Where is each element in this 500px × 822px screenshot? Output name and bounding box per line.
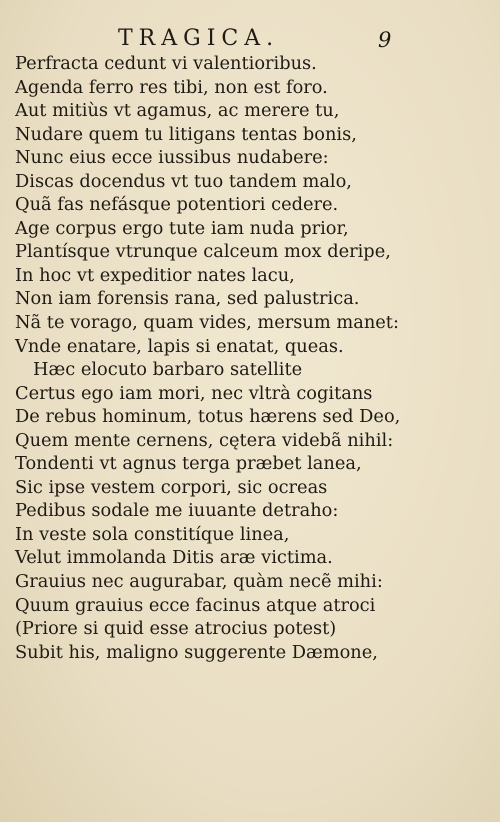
text-line: In veste sola constitíque linea,	[15, 523, 290, 545]
text-line: Non iam forensis rana, sed palustrica.	[15, 288, 360, 310]
text-line: Pedibus sodale me iuuante detraho:	[15, 500, 339, 522]
text-line: Quem mente cernens, cętera videbã nihil:	[15, 429, 394, 451]
text-line: Nunc eius ecce iussibus nudabere:	[15, 147, 329, 169]
text-line: Age corpus ergo tute iam nuda prior,	[15, 217, 349, 239]
text-line: Tondenti vt agnus terga præbet lanea,	[15, 453, 362, 475]
text-line: De rebus hominum, totus hærens sed Deo,	[15, 406, 401, 428]
text-line: Plantísque vtrunque calceum mox deripe,	[15, 241, 391, 263]
text-line: Discas docendus vt tuo tandem malo,	[15, 170, 352, 192]
text-line: Grauius nec augurabar, quàm necẽ mihi:	[15, 571, 383, 593]
verse-text	[15, 52, 485, 664]
text-line: Aut mitiùs vt agamus, ac merere tu,	[15, 100, 340, 122]
page-number: 9	[378, 28, 392, 52]
text-line: Agenda ferro res tibi, non est foro.	[15, 76, 328, 98]
text-line: Nudare quem tu litigans tentas bonis,	[15, 123, 357, 145]
text-line: Perfracta cedunt vi valentioribus.	[15, 53, 317, 74]
text-line: Sic ipse vestem corpori, sic ocreas	[15, 476, 328, 498]
text-line: (Priore si quid esse atrocius potest)	[15, 618, 337, 640]
running-title: TRAGICA.	[118, 26, 280, 51]
text-line: Vnde enatare, lapis si enatat, queas.	[15, 335, 344, 357]
text-line: Hæc elocuto barbaro satellite	[33, 359, 303, 381]
text-line: In hoc vt expeditior nates lacu,	[15, 264, 295, 286]
text-line: Certus ego iam mori, nec vltrà cogitans	[15, 382, 373, 404]
text-line: Quã fas nefásque potentiori cedere.	[15, 194, 339, 216]
text-line: Velut immolanda Ditis aræ victima.	[15, 547, 333, 569]
page-header	[0, 24, 500, 54]
text-line: Subit his, maligno suggerente Dæmone,	[15, 641, 378, 663]
text-line: Quum grauius ecce facinus atque atroci	[15, 594, 376, 616]
text-line: Nã te vorago, quam vides, mersum manet:	[15, 312, 399, 334]
